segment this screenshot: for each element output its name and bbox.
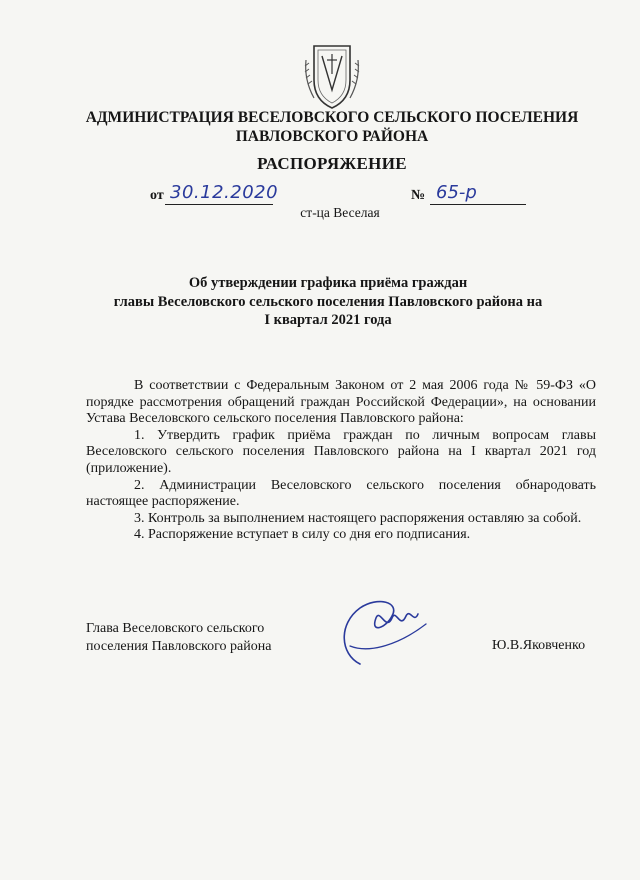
date-label: от <box>150 188 164 203</box>
body-paragraph-item-2: 2. Администрации Веселовского сельского поселения обнародовать настоящее распоряжение. <box>86 477 596 510</box>
number-label: № <box>411 188 426 203</box>
document-type: РАСПОРЯЖЕНИЕ <box>257 154 407 173</box>
position-line-1: Глава Веселовского сельского <box>86 621 265 636</box>
number-value: 65-р <box>436 182 477 203</box>
signatory-name: Ю.В.Яковченко <box>492 638 586 653</box>
subject-line-1: Об утверждении графика приёма граждан <box>188 275 468 291</box>
subject-line-2: главы Веселовского сельского поселения Павловского района на <box>113 293 543 310</box>
position-line-2: поселения Павловского района <box>86 639 272 654</box>
document-body <box>86 378 596 544</box>
subject-line-3: I квартал 2021 года <box>264 312 392 328</box>
handwritten-signature-icon <box>330 594 440 674</box>
org-line-1: АДМИНИСТРАЦИЯ ВЕСЕЛОВСКОГО СЕЛЬСКОГО ПОСЕЛЕНИЯ <box>85 109 579 126</box>
place-of-issue: ст-ца Веселая <box>300 205 380 220</box>
signatory-position <box>86 620 271 656</box>
body-paragraph-item-3: 3. Контроль за выполнением настоящего распоряжения оставляю за собой. <box>134 510 582 526</box>
document-subject <box>60 274 596 330</box>
body-paragraph-item-4: 4. Распоряжение вступает в силу со дня его подписания. <box>134 527 471 543</box>
organization-name <box>40 108 624 146</box>
body-paragraph-item-1: 1. Утвердить график приёма граждан по личным вопросам главы Веселовского сельского поселения Павловского района на I квартал 2021 год (приложение). <box>86 427 596 476</box>
body-paragraph-preamble: В соответствии с Федеральным Законом от 2 мая 2006 года № 59-ФЗ «О порядке рассмотрения обращений граждан Российской Федерации», на основании Устава Веселовского сельского поселения Павловского района: <box>86 378 596 427</box>
coat-of-arms-icon <box>300 40 364 112</box>
org-line-2: ПАВЛОВСКОГО РАЙОНА <box>235 128 429 145</box>
date-value: 30.12.2020 <box>170 182 279 203</box>
